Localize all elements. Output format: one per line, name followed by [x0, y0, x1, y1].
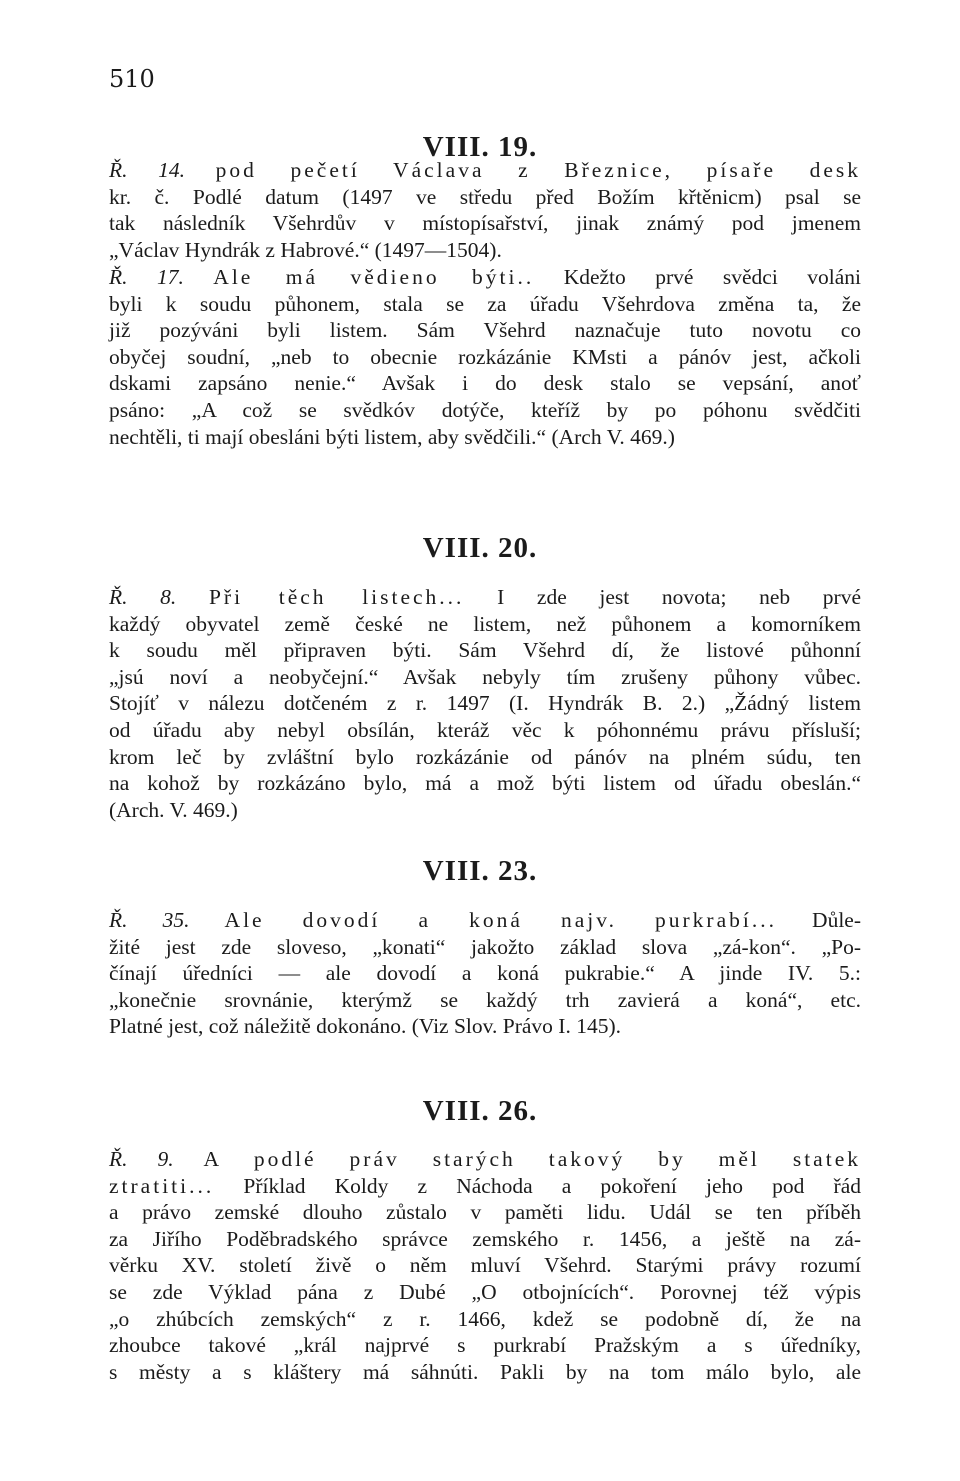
text-run: se zde Výklad pána z Dubé „O otbojnících“. Porovnej též výpis — [109, 1279, 861, 1304]
text-line — [109, 291, 861, 318]
text-run: „o zhúbcích zemských“ z r. 1466, kdež se podobně dí, že na — [109, 1306, 861, 1331]
quoted-phrase: ztratiti... — [109, 1173, 215, 1198]
text-run: kr. č. Podlé datum (1497 ve středu před Božím křtěnicm) psal se — [109, 184, 861, 209]
text-run: tak následník Všehrdův v místopísařství, jinak známý pod jmenem — [109, 211, 861, 236]
text-run: Kdežto prvé svědci voláni — [534, 265, 861, 289]
text-line — [109, 1013, 861, 1040]
text-line — [109, 934, 861, 961]
section-heading: VIII. 23. — [422, 855, 538, 887]
text-run: žité jest zde sloveso, „konati“ jakožto základ slova „zá-kon“. „Po- — [109, 934, 861, 959]
text-line — [109, 1279, 861, 1306]
text-run: obyčej soudní, „neb to obecnie rozkázánie KMsti a pánóv jest, ačkoli — [109, 344, 861, 369]
text-run: za Jiřího Poděbradského správce zemského r. 1456, a ještě na zá- — [109, 1226, 861, 1251]
text-run: byli k soudu půhonem, stala se za úřadu Všehrdova změna ta, že — [109, 291, 861, 316]
paragraph — [109, 264, 861, 450]
text-run — [189, 908, 224, 932]
text-line — [109, 237, 861, 264]
text-run — [176, 585, 209, 609]
text-line — [109, 1199, 861, 1226]
text-line — [109, 1306, 861, 1333]
text-run: a právo zemské dlouho zůstalo v paměti lidu. Udál se ten příběh — [109, 1200, 861, 1225]
text-line — [109, 157, 861, 184]
text-line — [109, 1226, 861, 1253]
text-line — [109, 370, 861, 397]
text-line — [109, 690, 861, 717]
text-run: věrku XV. století živě o něm mluví Všehrd. Starými právy rozumí — [109, 1253, 861, 1278]
quoted-phrase: Při těch listech... — [208, 585, 465, 609]
line-reference: Ř. 9. — [109, 1147, 174, 1171]
text-line — [109, 960, 861, 987]
text-run: od úřadu aby nebyl obsílán, kteráž věc k póhonnému právu přísluší; — [109, 717, 861, 742]
section-heading: VIII. 20. — [422, 532, 538, 564]
text-line — [109, 907, 861, 934]
section-heading: VIII. 26. — [422, 1095, 538, 1127]
text-line — [109, 210, 861, 237]
text-line — [109, 397, 861, 424]
text-run — [184, 265, 213, 289]
text-run: Stojíť v nálezu dotčeném z r. 1497 (I. Hyndrák B. 2.) „Žádný listem — [109, 691, 861, 716]
text-line — [109, 1332, 861, 1359]
text-line — [109, 717, 861, 744]
section-heading: VIII. 19. — [422, 131, 538, 163]
text-run: k soudu měl připraven býti. Sám Všehrd dí, že listové půhonní — [109, 638, 861, 663]
text-line — [109, 987, 861, 1014]
text-run: „konečnie srovnánie, kterýmž se každý trh zavierá a koná“, etc. — [109, 987, 861, 1012]
text-run: Platné jest, což náležitě dokonáno. (Viz Slov. Právo I. 145). — [109, 1014, 621, 1039]
text-run: nechtěli, ti mají obesláni býti listem, aby svědčili.“ (Arch V. 469.) — [109, 424, 675, 449]
text-run: s městy a s kláštery má sáhnúti. Pakli by na tom málo bylo, ale — [109, 1359, 861, 1384]
text-run: „Václav Hyndrák z Habrové.“ (1497—1504). — [109, 237, 502, 262]
text-run: zhoubce takové „král najprvé s purkrabí Pražským a s úředníky, — [109, 1333, 861, 1358]
line-reference: Ř. 8. — [109, 585, 177, 609]
text-run: Příklad Koldy z Náchoda a pokoření jeho pod řád — [214, 1173, 861, 1198]
text-run: „jsú noví a neobyčejní.“ Avšak nebyly tím zrušeny půhony vůbec. — [109, 664, 861, 689]
text-run: dskami zapsáno nenie.“ Avšak i do desk stalo se vepsání, anoť — [109, 371, 861, 396]
text-run: již pozýváni byli listem. Sám Všehrd naznačuje tuto novotu co — [109, 318, 861, 343]
text-line — [109, 664, 861, 691]
paragraph — [109, 1146, 861, 1385]
quoted-phrase: pod pečetí Václava z Březnice, písaře desk — [215, 158, 862, 182]
text-run — [185, 158, 216, 182]
text-line — [109, 637, 861, 664]
text-run — [174, 1147, 204, 1171]
text-line — [109, 1359, 861, 1386]
text-line — [109, 584, 861, 611]
text-run: (Arch. V. 469.) — [109, 797, 238, 822]
text-run: krom leč by zvláštní bylo rozkázánie od pánóv na plném súdu, ten — [109, 744, 861, 769]
paragraph — [109, 584, 861, 823]
quoted-phrase: A podlé práv starých takový by měl statek — [203, 1147, 861, 1171]
text-line — [109, 317, 861, 344]
text-line — [109, 184, 861, 211]
text-line — [109, 611, 861, 638]
line-reference: Ř. 14. — [109, 158, 186, 182]
paragraph — [109, 157, 861, 263]
text-run: na kohož by rozkázáno bylo, má a mož býti listem od úřadu obeslán.“ — [109, 771, 861, 796]
quoted-phrase: Ale má vědieno býti.. — [213, 265, 535, 289]
text-line — [109, 264, 861, 291]
paragraph — [109, 907, 861, 1040]
line-reference: Ř. 35. — [109, 908, 190, 932]
text-line — [109, 744, 861, 771]
text-run: Důle- — [776, 908, 862, 932]
text-line — [109, 1252, 861, 1279]
text-run: každý obyvatel země české ne listem, než půhonem a komorníkem — [109, 611, 861, 636]
line-reference: Ř. 17. — [109, 265, 184, 289]
text-line — [109, 424, 861, 451]
text-line — [109, 797, 861, 824]
text-line — [109, 1146, 861, 1173]
text-run: I zde jest novota; neb prvé — [464, 585, 861, 609]
text-run: čínají úředníci — ale dovodí a koná pukrabie.“ A jinde IV. 5.: — [109, 961, 861, 986]
page-number: 510 — [109, 65, 155, 93]
quoted-phrase: Ale dovodí a koná najv. purkrabí... — [224, 908, 777, 932]
text-line — [109, 770, 861, 797]
text-line — [109, 1173, 861, 1200]
text-line — [109, 344, 861, 371]
text-run: psáno: „A což se svědkóv dotýče, kteříž by po póhonu svědčiti — [109, 397, 861, 422]
